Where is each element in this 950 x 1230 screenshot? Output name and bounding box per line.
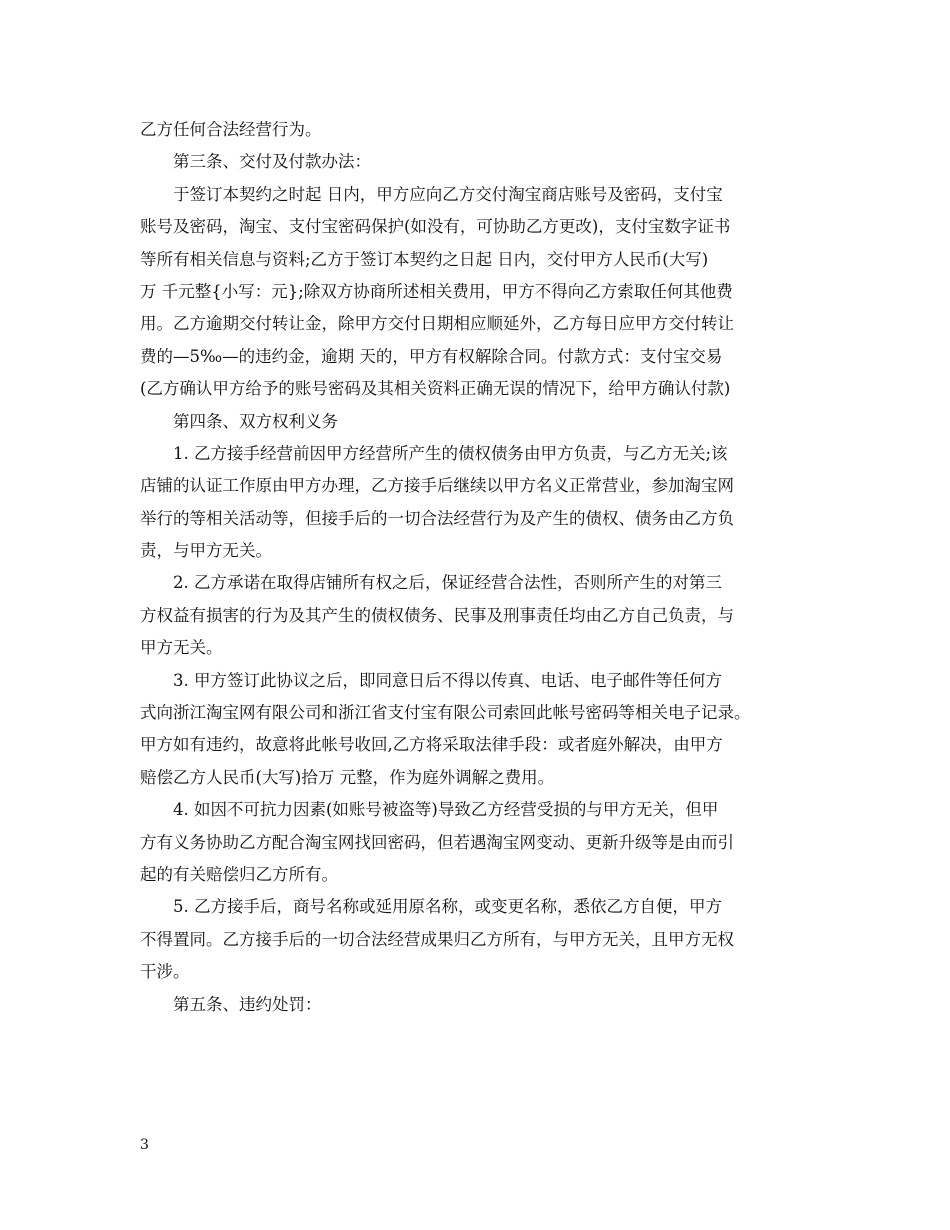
- text-line: (乙方确认甲方给予的账号密码及其相关资料正确无误的情况下，给甲方确认付款): [140, 379, 731, 399]
- clause-2-line: 2. 乙方承诺在取得店铺所有权之后，保证经营合法性，否则所产生的对第三: [173, 573, 722, 593]
- text-line: 用。乙方逾期交付转让金，除甲方交付日期相应顺延外，乙方每日应甲方交付转让: [140, 314, 734, 334]
- text-line: 万 千元整{小写：元};除双方协商所述相关费用，甲方不得向乙方索取任何其他费: [140, 281, 733, 301]
- clause-5-line: 5. 乙方接手后，商号名称或延用原名称，或变更名称，悉依乙方自便，甲方: [173, 897, 722, 917]
- section-heading-4: 第四条、双方权利义务: [173, 411, 338, 431]
- text-line: 账号及密码，淘宝、支付宝密码保护(如没有，可协助乙方更改)，支付宝数字证书: [140, 217, 731, 237]
- clause-1-line: 举行的等相关活动等，但接手后的一切合法经营行为及产生的债权、债务由乙方负: [140, 508, 734, 528]
- text-line: 费的—5‰—的违约金，逾期 天的，甲方有权解除合同。付款方式：支付宝交易: [140, 346, 723, 366]
- clause-2-line: 方权益有损害的行为及其产生的债权债务、民事及刑事责任均由乙方自己负责，与: [140, 605, 734, 625]
- text-line: 乙方任何合法经营行为。: [140, 120, 322, 139]
- clause-4-line: 起的有关赔偿归乙方所有。: [140, 864, 338, 884]
- clause-1-line: 店铺的认证工作原由甲方办理，乙方接手后继续以甲方名义正常营业，参加淘宝网: [140, 476, 734, 496]
- section-heading-5: 第五条、违约处罚：: [173, 994, 322, 1014]
- text-line: 于签订本契约之时起 日内，甲方应向乙方交付淘宝商店账号及密码，支付宝: [173, 184, 723, 204]
- document-body: [140, 114, 820, 1021]
- clause-3-line: 3. 甲方签订此协议之后，即同意日后不得以传真、电话、电子邮件等任何方: [173, 670, 722, 690]
- clause-5-line: 干涉。: [140, 962, 190, 982]
- clause-2-line: 甲方无关。: [140, 638, 223, 658]
- clause-3-line: 式向浙江淘宝网有限公司和浙江省支付宝有限公司索回此帐号密码等相关电子记录。: [140, 703, 751, 723]
- clause-1-line: 1. 乙方接手经营前因甲方经营所产生的债权债务由甲方负责，与乙方无关;该: [173, 443, 728, 463]
- clause-4-line: 4. 如因不可抗力因素(如账号被盗等)导致乙方经营受损的与甲方无关，但甲: [173, 800, 719, 820]
- clause-3-line: 赔偿乙方人民币(大写)拾万 元整，作为庭外调解之费用。: [140, 767, 555, 787]
- clause-5-line: 不得置同。乙方接手后的一切合法经营成果归乙方所有，与甲方无关，且甲方无权: [140, 929, 734, 949]
- section-heading-3: 第三条、交付及付款办法：: [173, 152, 371, 172]
- clause-3-line: 甲方如有违约，故意将此帐号收回,乙方将采取法律手段：或者庭外解决，由甲方: [140, 735, 723, 755]
- clause-1-line: 责，与甲方无关。: [140, 541, 272, 561]
- page-number: 3: [140, 1137, 149, 1153]
- text-line: 等所有相关信息与资料;乙方于签订本契约之日起 日内，交付甲方人民币(大写): [140, 249, 709, 269]
- clause-4-line: 方有义务协助乙方配合淘宝网找回密码，但若遇淘宝网变动、更新升级等是由而引: [140, 832, 734, 852]
